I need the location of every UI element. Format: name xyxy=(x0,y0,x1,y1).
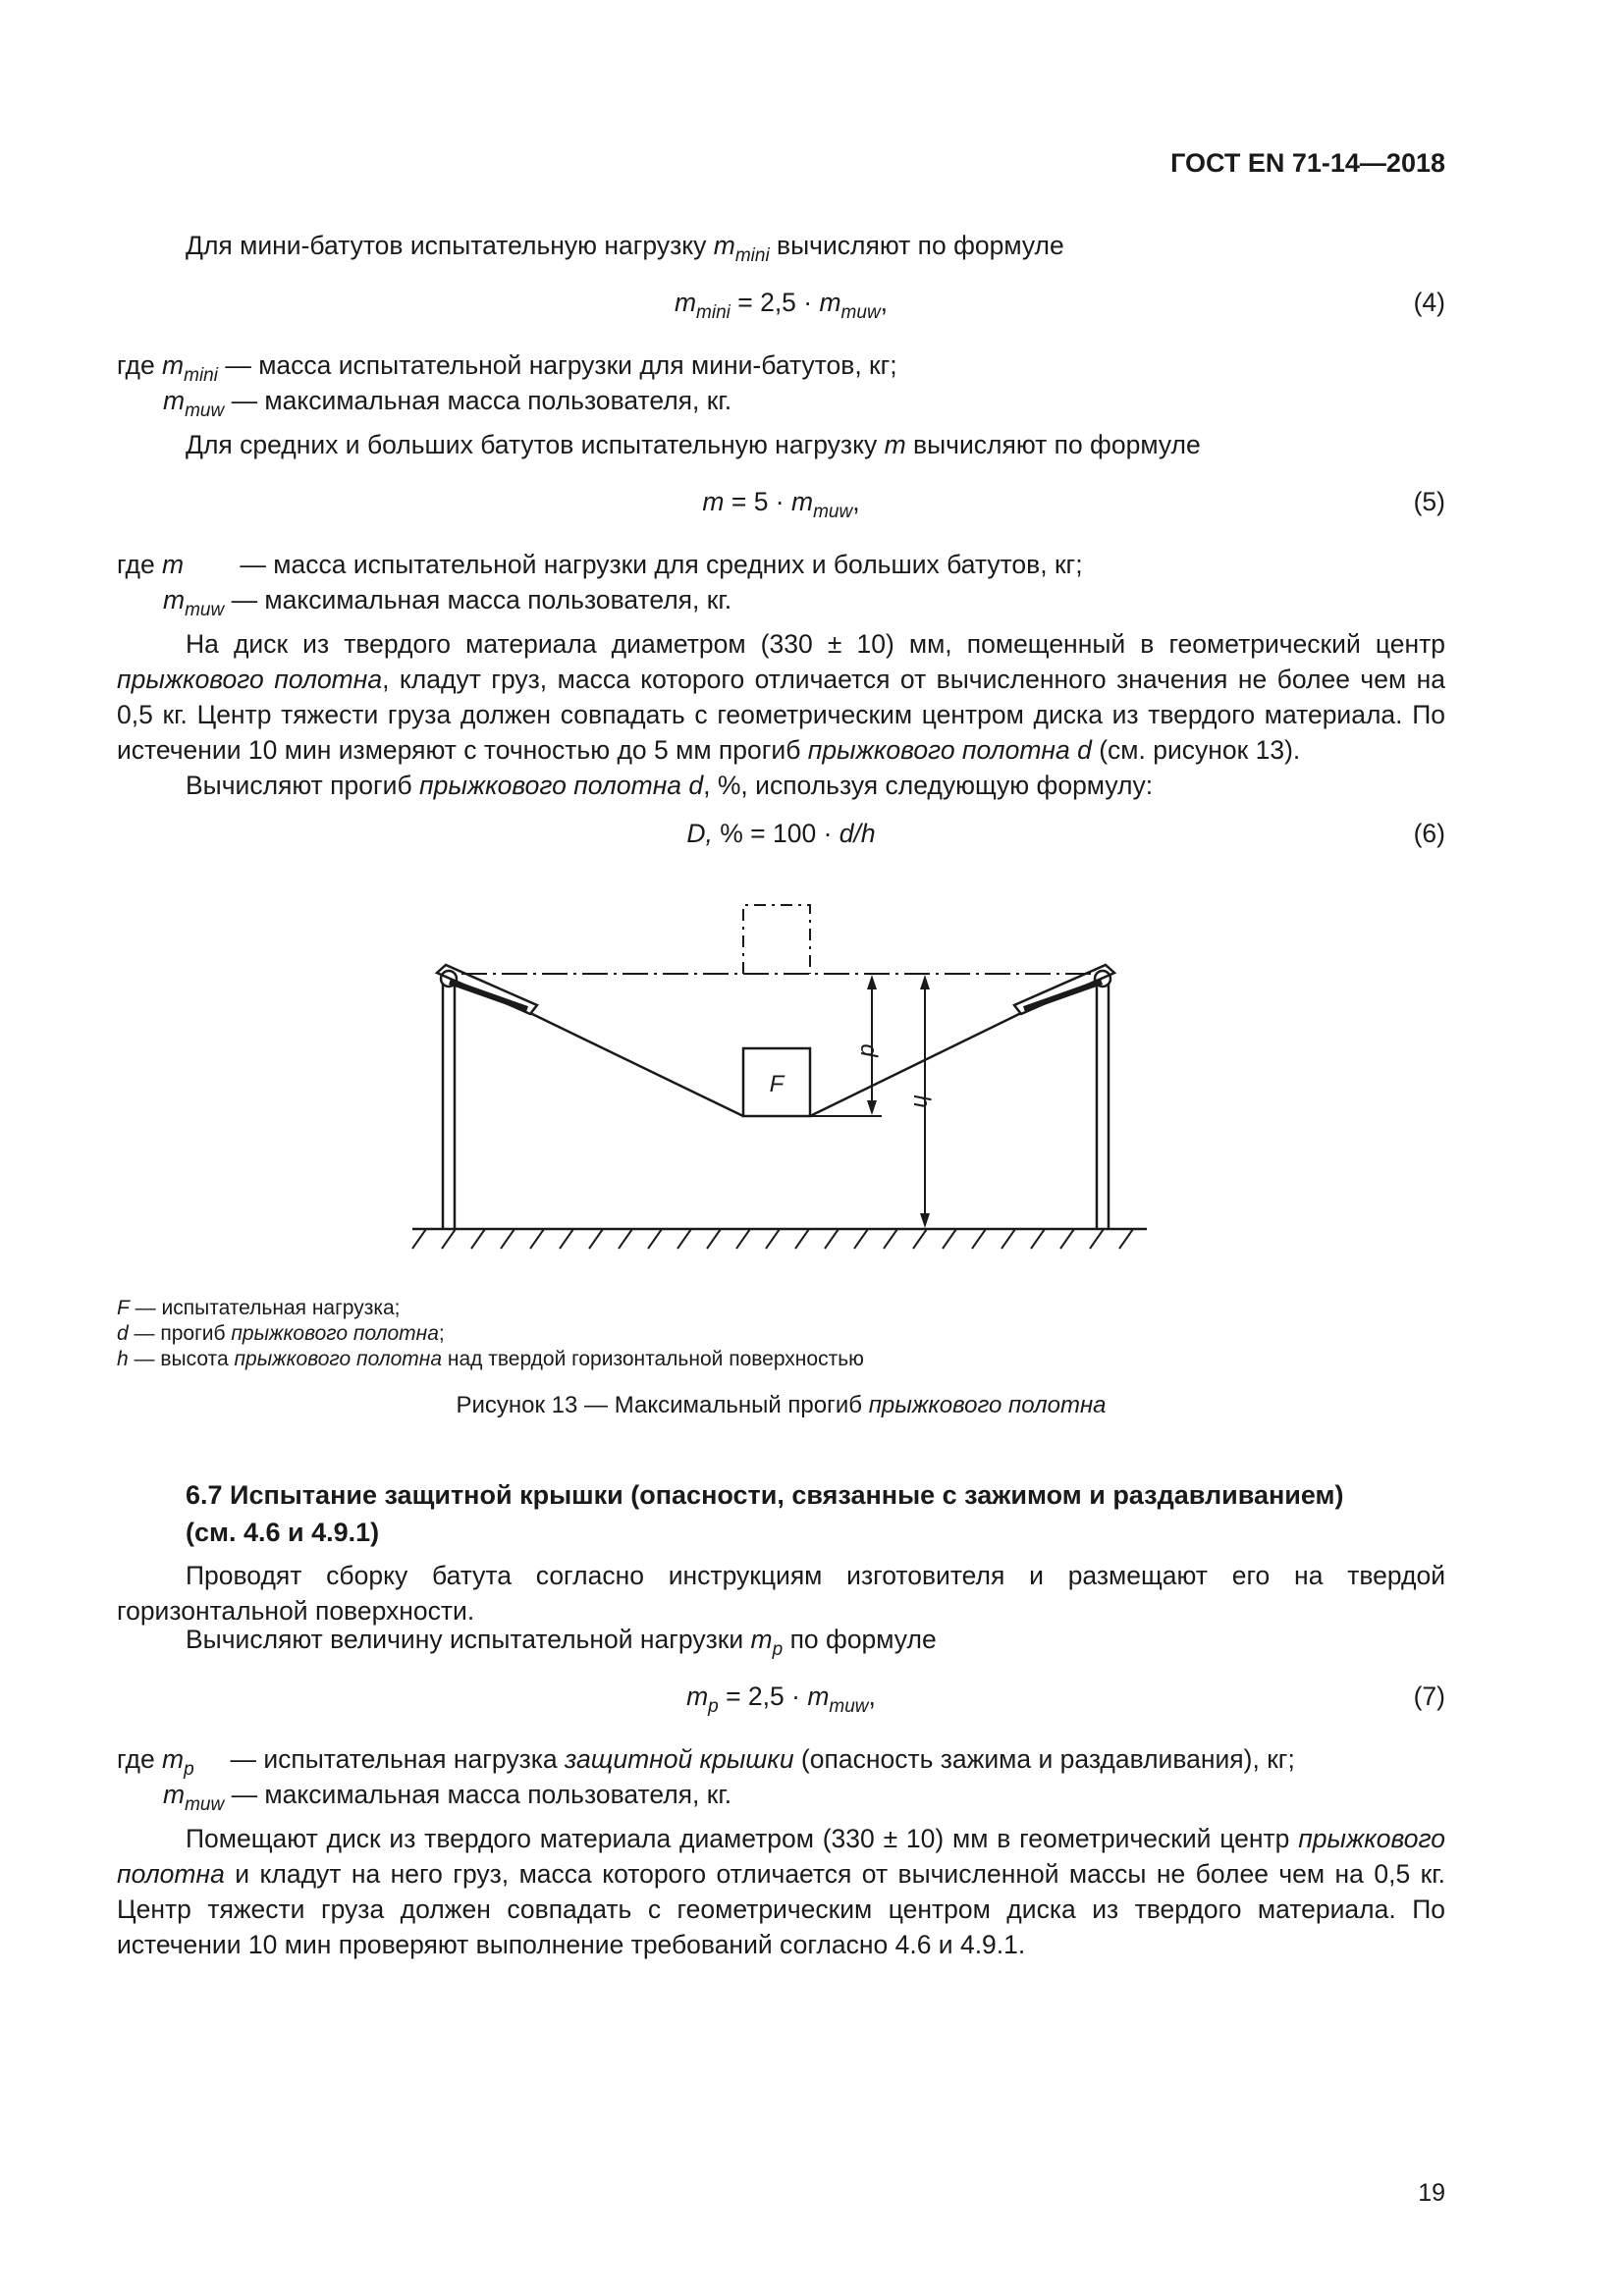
paragraph-load-formula: Вычисляют величину испытательной нагрузки $m_p$ по формуле xyxy=(186,1625,937,1660)
arrow-h-top xyxy=(920,975,930,989)
ground-hatching xyxy=(412,1229,1133,1249)
paragraph-method: На диск из твердого материала диаметром (330 ± 10) мм, помещенный в геометрический центр прыжкового полотна, кладут груз, масса которого отличается от вычисленного значения не более чем на 0,5 кг. Центр тяжести груза должен совпадать с геометрическим центром диска из твердого материала. По истечении 10 мин измеряют с точностью до 5 мм прогиб прыжкового полотна d (см. рисунок 13). xyxy=(117,629,1445,765)
equation-number-6: (6) xyxy=(1413,819,1445,848)
arrow-d-bottom xyxy=(867,1100,877,1115)
figure-legend-item: d — прогиб прыжкового полотна; xyxy=(117,1322,445,1345)
equation-number-4: (4) xyxy=(1413,288,1445,317)
where-line: $m_{muw}$ — максимальная масса пользователя, кг. xyxy=(163,386,732,421)
equation-number-7: (7) xyxy=(1413,1682,1445,1711)
section-heading-6-7: 6.7 Испытание защитной крышки (опасности, связанные с зажимом и раздавливанием) (см. 4.6 и 4.9.1) xyxy=(186,1480,1344,1547)
label-F: F xyxy=(769,1071,785,1097)
page-number: 19 xyxy=(1418,2179,1445,2207)
label-d: d xyxy=(855,1043,882,1057)
where-line: $m_{muw}$ — максимальная масса пользователя, кг. xyxy=(163,1780,732,1815)
figure-13-trampoline-diagram xyxy=(403,893,1159,1256)
where-line: где $m_p$ — испытательная нагрузка защитной крышки (опасность зажима и раздавливания), кг; xyxy=(117,1744,1295,1780)
formula-7: $m_p = 2,5 \cdot m_{muw}$, xyxy=(686,1682,876,1717)
document-header: ГОСТ EN 71-14—2018 xyxy=(1170,148,1445,178)
paragraph-deflection: Вычисляют прогиб прыжкового полотна d, %, используя следующую формулу: xyxy=(186,771,1154,800)
paragraph-mini-load: Для мини-батутов испытательную нагрузку $m_{mini}$ вычисляют по формуле xyxy=(186,231,1064,266)
equation-number-5: (5) xyxy=(1413,487,1445,516)
jumping-mat-left xyxy=(530,1013,743,1116)
where-line: где $m_{mini}$ — масса испытательной нагрузки для мини-батутов, кг; xyxy=(117,350,897,386)
paragraph-assembly: Проводят сборку батута согласно инструкциям изготовителя и размещают его на твердой горизонтальной поверхности. xyxy=(117,1561,1445,1626)
formula-6: D, % = 100 · d/h xyxy=(686,819,876,848)
formula-4: $m_{mini} = 2,5 \cdot m_{muw}$, xyxy=(674,288,889,323)
figure-caption: Рисунок 13 — Максимальный прогиб прыжкового полотна xyxy=(456,1392,1107,1418)
paragraph-large-load: Для средних и больших батутов испытательную нагрузку m вычисляют по формуле xyxy=(186,430,1201,459)
figure-legend-item: h — высота прыжкового полотна над твердой горизонтальной поверхностью xyxy=(117,1348,864,1370)
where-line: $m_{muw}$ — максимальная масса пользователя, кг. xyxy=(163,585,732,620)
where-line: где m — масса испытательной нагрузки для средних и больших батутов, кг; xyxy=(117,550,1083,579)
figure-legend-item: F — испытательная нагрузка; xyxy=(117,1297,401,1319)
formula-5: $m = 5 \cdot m_{muw}$, xyxy=(702,487,860,522)
label-h: h xyxy=(908,1095,935,1108)
load-initial-position xyxy=(743,905,810,974)
arrow-d-top xyxy=(867,975,877,989)
paragraph-cover-method: Помещают диск из твердого материала диаметром (330 ± 10) мм в геометрический центр прыжкового полотна и кладут на него груз, масса которого отличается от вычисленной массы не более чем на 0,5 кг. Центр тяжести груза должен совпадать с геометрическим центром диска из твердого материала. По истечении 10 мин проверяют выполнение требований согласно 4.6 и 4.9.1. xyxy=(117,1824,1445,1959)
arrow-h-bottom xyxy=(920,1213,930,1228)
